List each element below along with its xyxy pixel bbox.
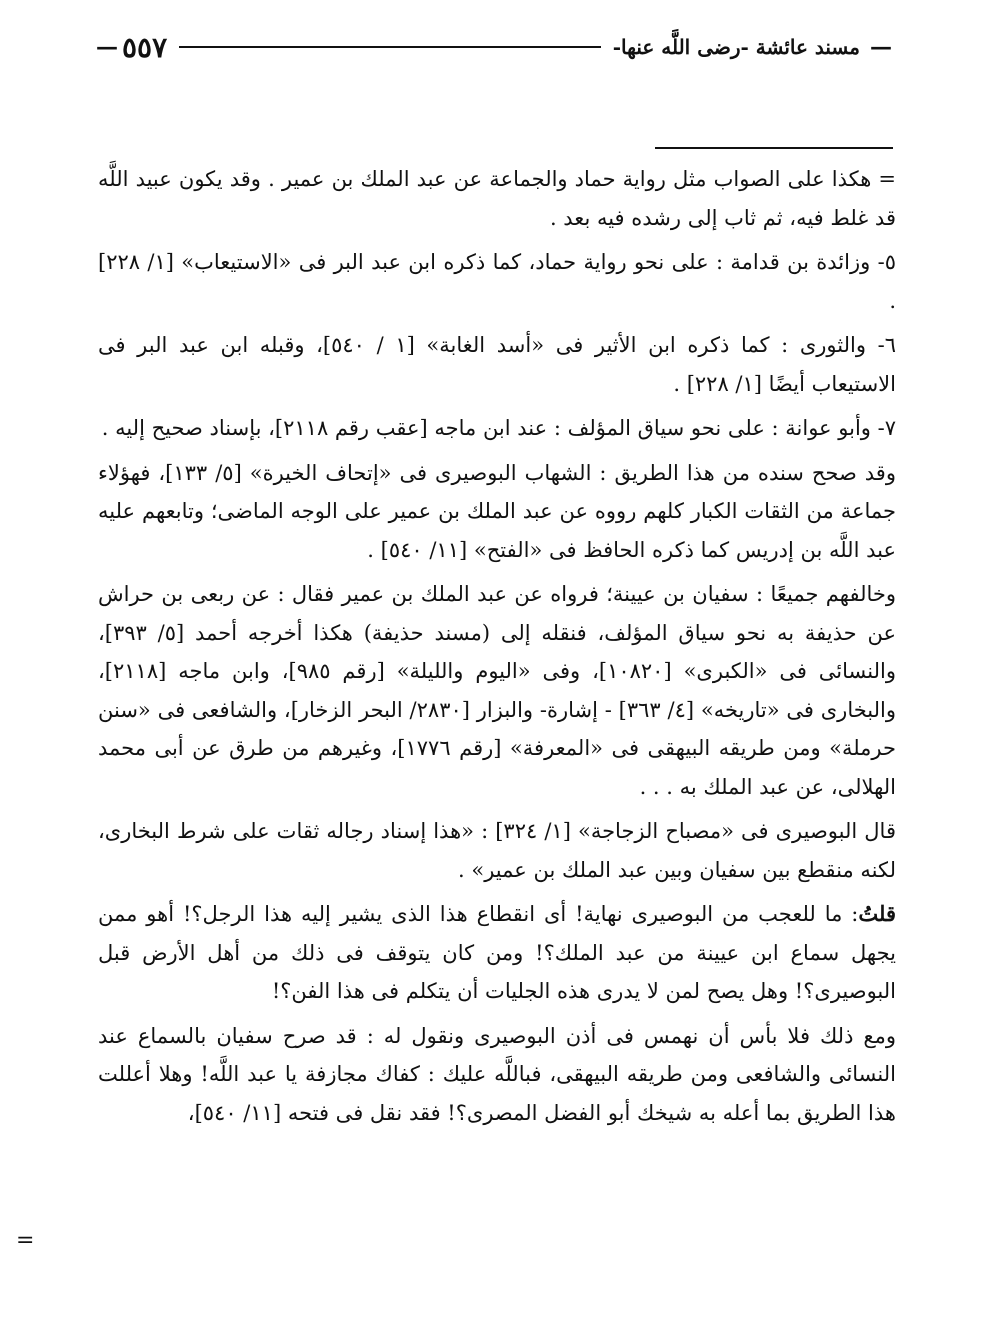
paragraph: = هكذا على الصواب مثل رواية حماد والجماعة عن عبد الملك بن عمير . وقد يكون عبيد اللَّه قد غلط فيه، ثم ثاب إلى رشده فيه بعد . <box>98 167 896 230</box>
page-number: ٥٥٧ <box>122 30 168 64</box>
page-header <box>86 30 896 64</box>
header-rule <box>179 46 601 48</box>
footnote-body <box>98 160 896 1138</box>
footnote-separator <box>655 147 893 149</box>
header-dash: — <box>870 34 892 60</box>
qultu-paragraph <box>98 895 896 1011</box>
paragraph: ٥- وزائدة بن قدامة : على نحو رواية حماد، كما ذكره ابن عبد البر فى «الاستيعاب» [١/ ٢٢٨] . <box>98 250 896 313</box>
paragraph: ٦- والثورى : كما ذكره ابن الأثير فى «أسد الغابة» [١ / ٥٤٠]، وقبله ابن عبد البر فى الاستيعاب أيضًا [١/ ٢٢٨] . <box>98 333 896 396</box>
header-dash-end: — <box>96 34 118 60</box>
paragraph: ٧- وأبو عوانة : على نحو سياق المؤلف : عند ابن ماجه [عقب رقم ٢١١٨]، بإسناد صحيح إليه . <box>101 416 896 440</box>
header-title: مسند عائشة -رضى اللَّه عنها- <box>612 35 860 59</box>
paragraph: قال البوصيرى فى «مصباح الزجاجة» [١/ ٣٢٤] : «هذا إسناد رجاله ثقات على شرط البخارى، لكنه منقطع بين سفيان وبين عبد الملك بن عمير» . <box>98 819 896 882</box>
continuation-mark: = <box>16 1228 35 1253</box>
paragraph: وخالفهم جميعًا : سفيان بن عيينة؛ فرواه عن عبد الملك بن عمير فقال : عن ربعى بن حراش عن حذيفة به نحو سياق المؤلف، فنقله إلى (مسند حذيفة) هكذا أخرجه أحمد [٥/ ٣٩٣]، والنسائى فى «الكبرى» [١٠٨٢٠]، وفى «اليوم والليلة» [رقم ٩٨٥]، وابن ماجه [٢١١٨]، والبخارى فى «تاريخه» [٤/ ٣٦٣] - إشارة- والبزار [٢٨٣٠/ البحر الزخار]، والشافعى فى «سنن حرملة» ومن طريقه البيهقى فى «المعرفة» [رقم ١٧٧٦]، وغيرهم من طرق عن أبى محمد الهلالى، عن عبد الملك به . . . <box>98 582 896 799</box>
paragraph-last: ومع ذلك فلا بأس أن نهمس فى أذن البوصيرى ونقول له : قد صرح سفيان بالسماع عند النسائى والشافعى ومن طريقه البيهقى، فباللَّه عليك : كفاك مجازفة يا عبد اللَّه! وهلا أعللت هذا الطريق بما أعله به شيخك أبو الفضل المصرى؟! فقد نقل فى فتحه [١١/ ٥٤٠]، <box>98 1023 896 1125</box>
qultu-text: : ما للعجب من البوصيرى نهاية! أى انقطاع هذا الذى يشير إليه هذا الرجل؟! أهو ممن يجهل سماع ابن عيينة من عبد الملك؟! ومن كان يتوقف فى ذلك من أهل الأرض قبل البوصيرى؟! وهل يصح لمن لا يدرى هذه الجليات أن يتكلم فى هذا الفن؟! <box>98 902 896 1003</box>
qultu-lead: قلتُ <box>858 901 896 926</box>
paragraph: وقد صحح سنده من هذا الطريق : الشهاب البوصيرى فى «إتحاف الخيرة» [٥/ ١٣٣]، فهؤلاء جماعة من الثقات الكبار كلهم رووه عن عبد الملك بن عمير على الوجه الماضى؛ وتابعهم عليه عبد اللَّه بن إدريس كما ذكره الحافظ فى «الفتح» [١١/ ٥٤٠] . <box>98 460 896 562</box>
